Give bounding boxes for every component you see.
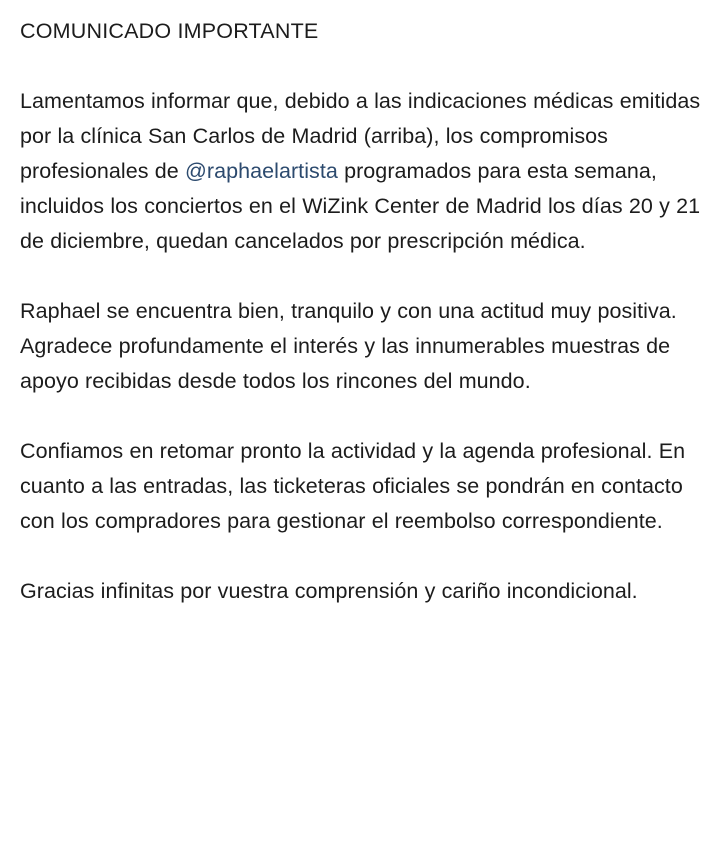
mention-link-raphaelartista[interactable]: @raphaelartista (185, 159, 338, 183)
paragraph-health-status: Raphael se encuentra bien, tranquilo y con una actitud muy positiva. Agradece profundamente el interés y las innumerables muestras de apoyo recibidas desde todos los rincones del mundo. (20, 299, 677, 393)
paragraph-refund-info: Confiamos en retomar pronto la actividad y la agenda profesional. En cuanto a las entradas, las ticketeras oficiales se pondrán en contacto con los compradores para gestionar el reembolso correspondiente. (20, 439, 686, 533)
paragraph-text-after-mention: programados para esta semana, incluidos los conciertos en el WiZink Center de Madrid los días 20 y 21 de diciembre, quedan cancelados por prescripción médica. (20, 159, 701, 253)
paragraph-cancellation-notice (20, 84, 706, 259)
page-title: COMUNICADO IMPORTANTE (20, 19, 319, 43)
paragraph-text-before-mention: Lamentamos informar que, debido a las indicaciones médicas emitidas por la clínica San Carlos de Madrid (arriba), los compromisos profesionales de (20, 89, 701, 183)
paragraph-closing-thanks: Gracias infinitas por vuestra comprensión y cariño incondicional. (20, 579, 638, 603)
